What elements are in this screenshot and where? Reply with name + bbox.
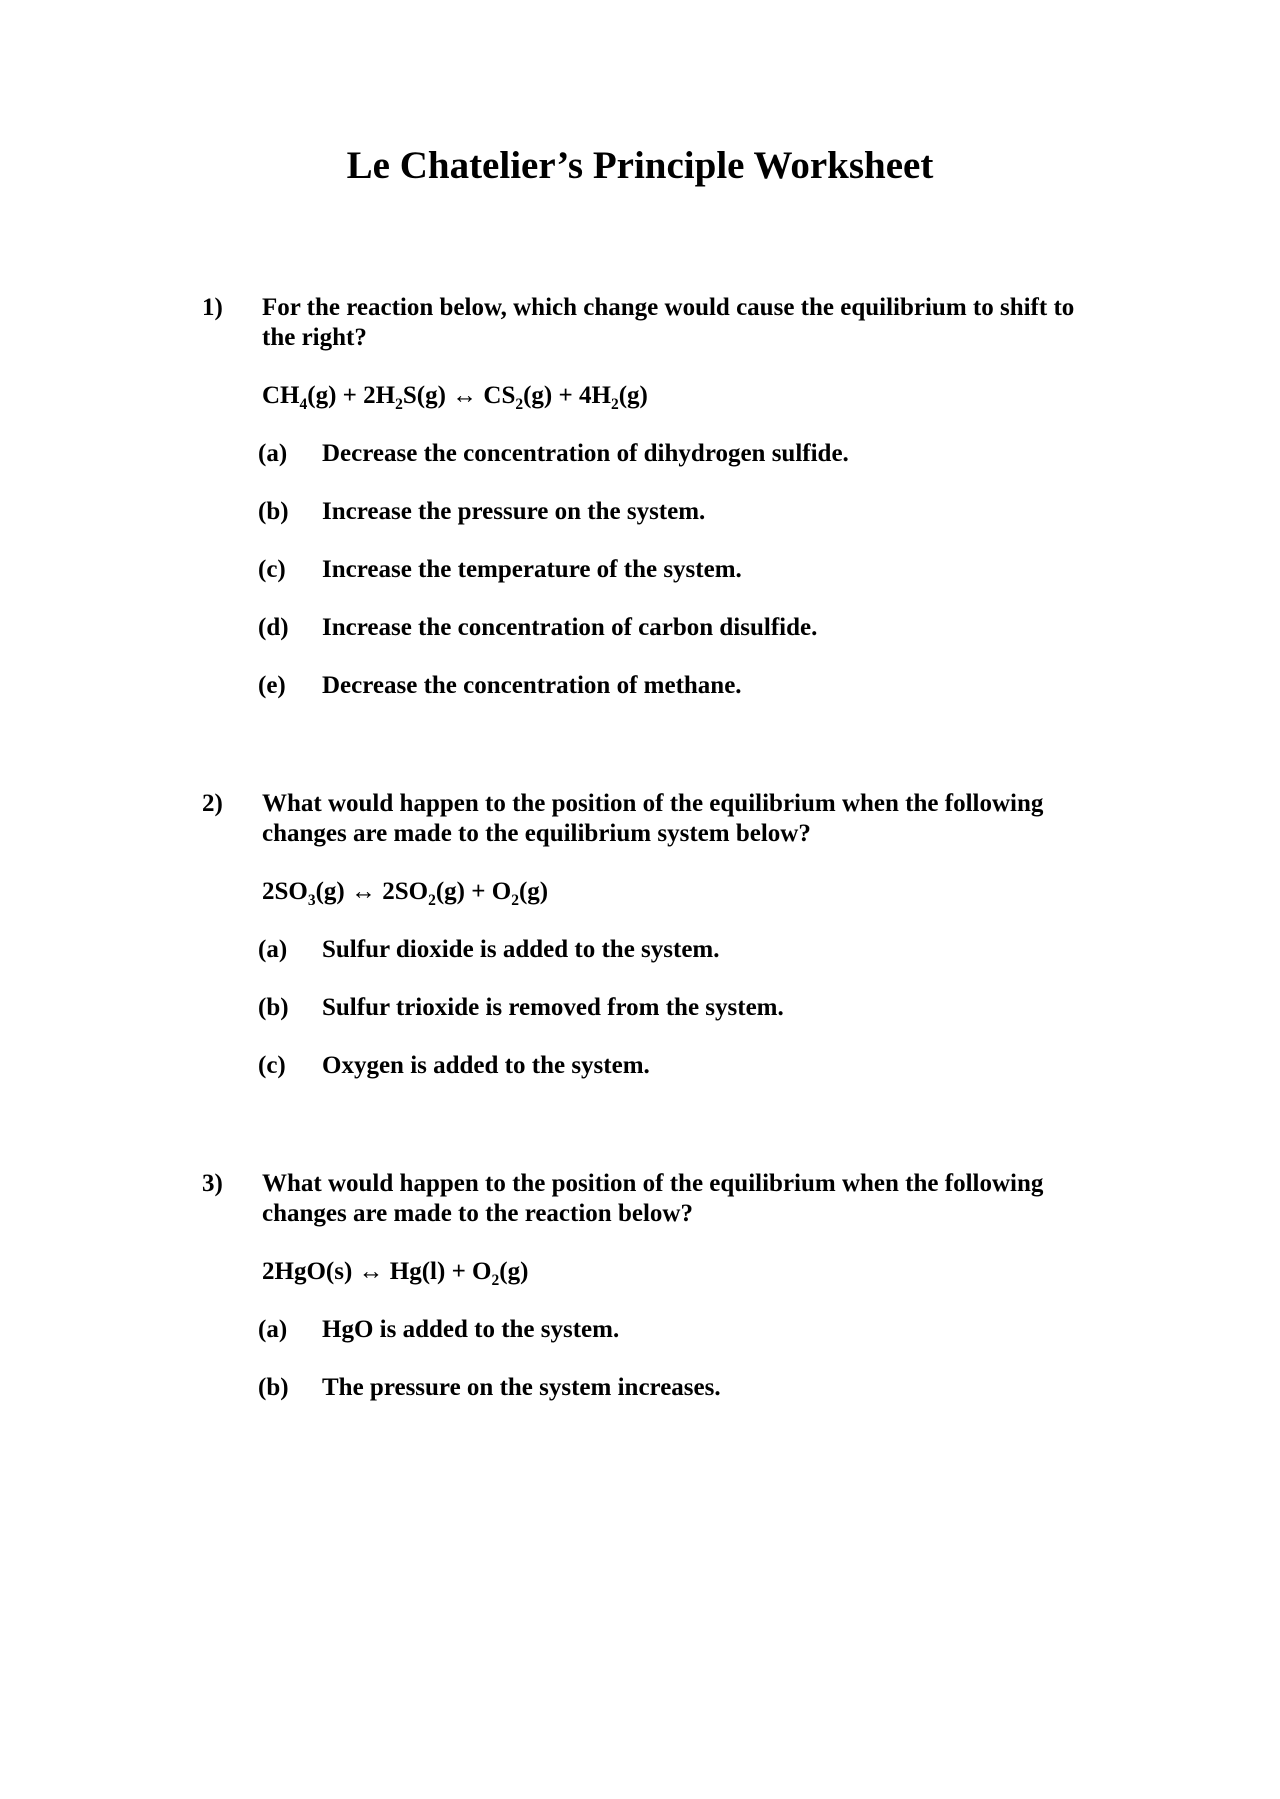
question-1-chemical-equation: $CH_4(g) + 2H_2S(g)$ ↔ $CS_2(g) + 4H_2(g)$ bbox=[262, 382, 648, 413]
option-letter: (c) bbox=[258, 1052, 286, 1079]
option-letter: (a) bbox=[258, 440, 288, 467]
option-letter: (a) bbox=[258, 936, 288, 963]
worksheet-page bbox=[0, 143, 1280, 1799]
question-3-option-b bbox=[258, 1373, 1160, 1403]
question-2-prompt bbox=[262, 789, 1160, 849]
prompt-line: the right? bbox=[262, 324, 367, 351]
option-text: Sulfur dioxide is added to the system. bbox=[322, 936, 720, 963]
option-letter: (d) bbox=[258, 614, 289, 641]
question-1-option-a bbox=[258, 439, 1160, 469]
option-text: Decrease the concentration of methane. bbox=[322, 672, 742, 699]
question-2-option-a bbox=[258, 935, 1160, 965]
prompt-line: What would happen to the position of the equilibrium when the following bbox=[262, 1170, 1044, 1197]
question-2-prompt-row bbox=[202, 789, 1160, 849]
question-1-option-c bbox=[258, 555, 1160, 585]
option-letter: (e) bbox=[258, 672, 286, 699]
option-letter: (a) bbox=[258, 1316, 288, 1343]
question-1-number: 1) bbox=[202, 294, 223, 321]
question-2-option-c bbox=[258, 1051, 1160, 1081]
prompt-line: What would happen to the position of the equilibrium when the following bbox=[262, 790, 1044, 817]
question-2-chemical-equation: $2SO_3(g)$ ↔ $2SO_2(g) + O_2(g)$ bbox=[262, 878, 549, 909]
question-3 bbox=[202, 1169, 1160, 1403]
option-text: Increase the concentration of carbon disulfide. bbox=[322, 614, 818, 641]
option-letter: (b) bbox=[258, 1374, 289, 1401]
question-3-chemical-equation: 2HgO(s) ↔ $Hg(l) + O_2(g)$ bbox=[262, 1258, 529, 1289]
option-letter: (c) bbox=[258, 556, 286, 583]
option-text: Oxygen is added to the system. bbox=[322, 1052, 650, 1079]
question-3-number: 3) bbox=[202, 1170, 223, 1197]
option-letter: (b) bbox=[258, 498, 289, 525]
question-1 bbox=[202, 293, 1160, 701]
page-title: Le Chatelier’s Principle Worksheet bbox=[346, 144, 934, 187]
question-2-number: 2) bbox=[202, 790, 223, 817]
option-text: The pressure on the system increases. bbox=[322, 1374, 721, 1401]
question-1-option-b bbox=[258, 497, 1160, 527]
prompt-line: changes are made to the reaction below? bbox=[262, 1200, 693, 1227]
question-3-prompt bbox=[262, 1169, 1160, 1229]
question-1-prompt-row bbox=[202, 293, 1160, 353]
question-2-option-b bbox=[258, 993, 1160, 1023]
prompt-line: For the reaction below, which change would cause the equilibrium to shift to bbox=[262, 294, 1075, 321]
question-1-option-d bbox=[258, 613, 1160, 643]
prompt-line: changes are made to the equilibrium system below? bbox=[262, 820, 811, 847]
option-text: HgO is added to the system. bbox=[322, 1316, 620, 1343]
option-text: Increase the pressure on the system. bbox=[322, 498, 706, 525]
question-3-option-a bbox=[258, 1315, 1160, 1345]
question-2 bbox=[202, 789, 1160, 1081]
option-text: Increase the temperature of the system. bbox=[322, 556, 742, 583]
option-text: Decrease the concentration of dihydrogen sulfide. bbox=[322, 440, 849, 467]
question-1-option-e bbox=[258, 671, 1160, 701]
question-3-prompt-row bbox=[202, 1169, 1160, 1229]
worksheet-body bbox=[202, 293, 1160, 1403]
question-1-prompt bbox=[262, 293, 1160, 353]
option-letter: (b) bbox=[258, 994, 289, 1021]
option-text: Sulfur trioxide is removed from the system. bbox=[322, 994, 784, 1021]
